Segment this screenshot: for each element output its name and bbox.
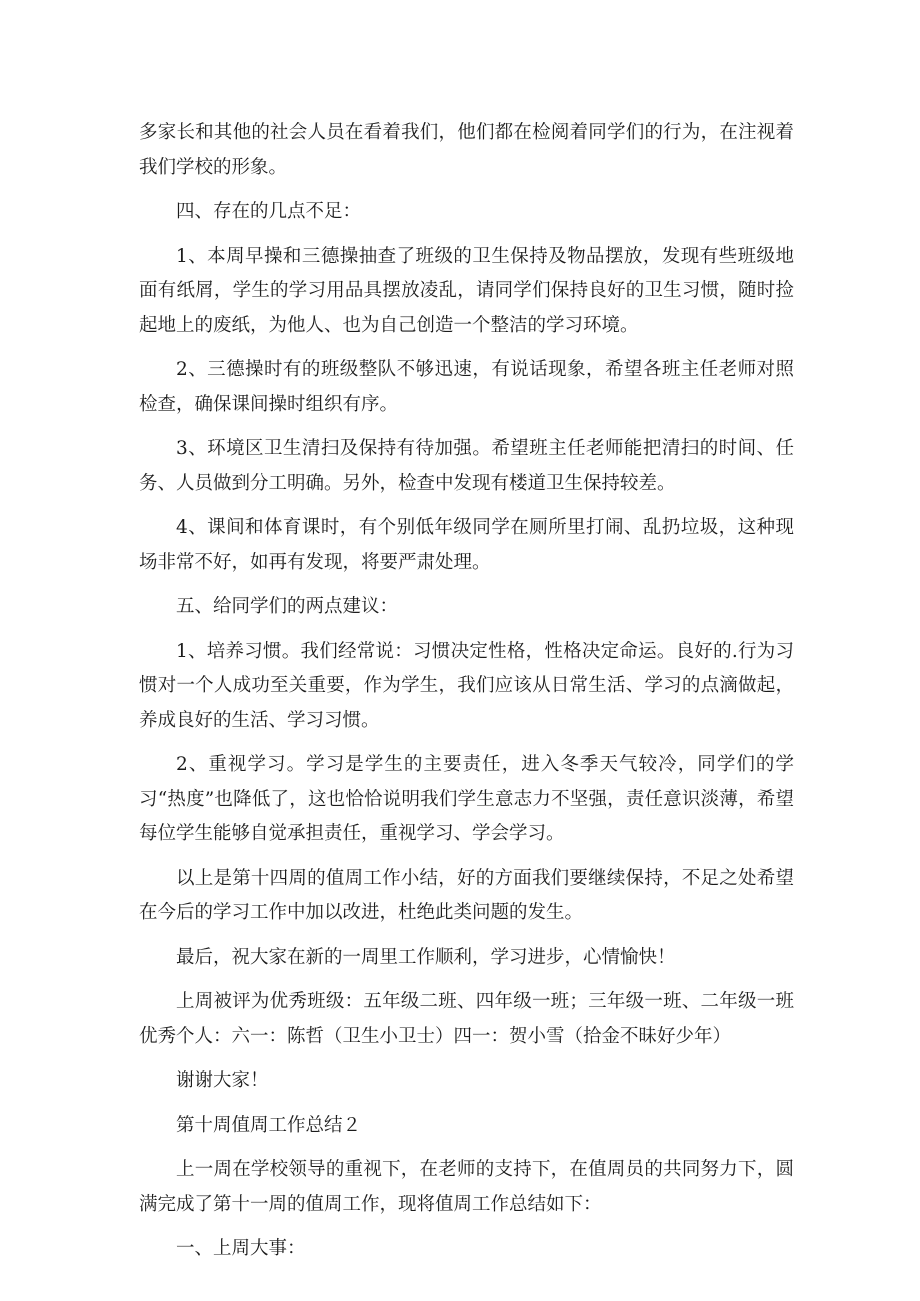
paragraph: 1、本周早操和三德操抽查了班级的卫生保持及物品摆放，发现有些班级地面有纸屑，学生的学习用品具摆放凌乱，请同学们保持良好的卫生习惯，随时捡起地上的废纸，为他人、也为自己创造一个整洁的学习环境。 — [139, 245, 794, 336]
paragraph: 4、课间和体育课时，有个别低年级同学在厕所里打闹、乱扔垃圾，这种现场非常不好，如再有发现，将要严肃处理。 — [139, 517, 794, 573]
paragraph: 最后，祝大家在新的一周里工作顺利，学习进步，心情愉快！ — [176, 946, 676, 968]
section-heading: 一、上周大事： — [176, 1238, 306, 1259]
paragraph: 上一周在学校领导的重视下，在老师的支持下，在值周员的共同努力下，圆满完成了第十一周的值周工作，现将值周工作总结如下： — [139, 1159, 794, 1215]
paragraph: 2、三德操时有的班级整队不够迅速，有说话现象，希望各班主任老师对照检查，确保课间操时组织有序。 — [139, 359, 794, 415]
paragraph: 谢谢大家！ — [176, 1070, 269, 1091]
paragraph: 以上是第十四周的值周工作小结，好的方面我们要继续保持，不足之处希望在今后的学习工作中加以改进，杜绝此类问题的发生。 — [139, 867, 794, 923]
document-body — [139, 116, 794, 1277]
section-heading: 四、存在的几点不足： — [176, 201, 362, 222]
paragraph: 3、环境区卫生清扫及保持有待加强。希望班主任老师能把清扫的时间、任务、人员做到分工明确。另外，检查中发现有楼道卫生保持较差。 — [139, 438, 794, 494]
paragraph: 1、培养习惯。我们经常说：习惯决定性格，性格决定命运。良好的.行为习惯对一个人成功至关重要，作为学生，我们应该从日常生活、学习的点滴做起，养成良好的生活、学习习惯。 — [139, 640, 794, 731]
paragraph: 上周被评为优秀班级：五年级二班、四年级一班；三年级一班、二年级一班优秀个人：六一：陈哲（卫生小卫士）四一：贺小雪（拾金不昧好少年） — [139, 991, 794, 1047]
paragraph: 多家长和其他的社会人员在看着我们，他们都在检阅着同学们的行为，在注视着我们学校的形象。 — [139, 122, 794, 178]
document-title: 第十周值周工作总结２ — [176, 1114, 362, 1136]
paragraph: 2、重视学习。学习是学生的主要责任，进入冬季天气较冷，同学们的学习“热度”也降低了，这也恰恰说明我们学生意志力不坚强，责任意识淡薄，希望每位学生能够自觉承担责任，重视学习、学会学习。 — [139, 754, 794, 844]
section-heading: 五、给同学们的两点建议： — [176, 596, 399, 617]
